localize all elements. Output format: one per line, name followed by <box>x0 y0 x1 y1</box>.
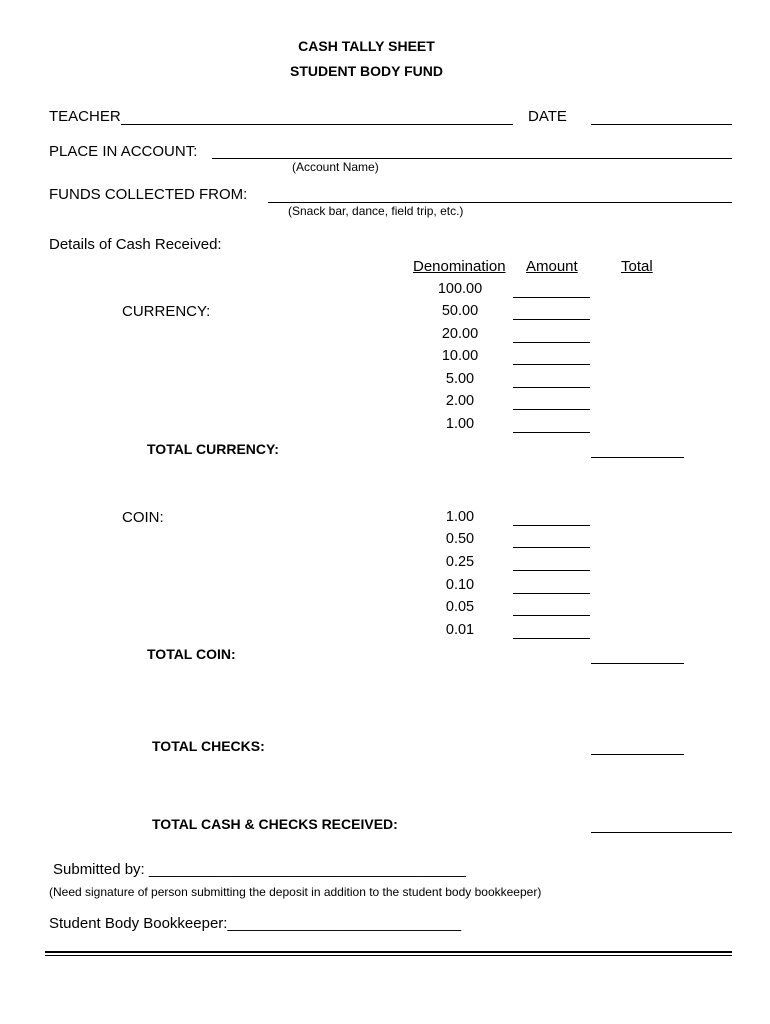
teacher-label: TEACHER <box>49 108 121 125</box>
funds-collected-label: FUNDS COLLECTED FROM: <box>49 186 248 203</box>
coin-amount-field[interactable] <box>513 570 590 571</box>
place-in-account-label: PLACE IN ACCOUNT: <box>49 143 198 160</box>
currency-denomination: 10.00 <box>441 348 479 364</box>
coin-denomination: 0.25 <box>445 554 475 570</box>
currency-denomination: 50.00 <box>441 303 479 319</box>
currency-denomination: 2.00 <box>445 393 475 409</box>
signature-note: (Need signature of person submitting the deposit in addition to the student body bookkeeper) <box>49 885 542 899</box>
teacher-field[interactable] <box>121 124 513 125</box>
coin-denomination: 0.10 <box>445 577 475 593</box>
column-header-denomination: Denomination <box>413 258 506 275</box>
currency-amount-field[interactable] <box>513 297 590 298</box>
coin-amount-field[interactable] <box>513 593 590 594</box>
total-currency-field[interactable] <box>591 457 684 458</box>
bottom-divider <box>45 951 732 953</box>
coin-denomination: 0.50 <box>445 531 475 547</box>
coin-denomination: 0.01 <box>445 622 475 638</box>
currency-denomination: 20.00 <box>441 326 479 342</box>
account-name-field[interactable] <box>212 158 732 159</box>
total-cash-checks-label: TOTAL CASH & CHECKS RECEIVED: <box>152 816 398 832</box>
date-field[interactable] <box>591 124 732 125</box>
currency-amount-field[interactable] <box>513 387 590 388</box>
currency-amount-field[interactable] <box>513 319 590 320</box>
date-label: DATE <box>528 108 567 125</box>
coin-amount-field[interactable] <box>513 615 590 616</box>
coin-amount-field[interactable] <box>513 525 590 526</box>
account-name-hint: (Account Name) <box>292 160 379 174</box>
column-header-total: Total <box>621 258 653 275</box>
bookkeeper-signature-line[interactable]: Student Body Bookkeeper:____________________________ <box>49 915 462 932</box>
form-subtitle: STUDENT BODY FUND <box>290 63 443 79</box>
currency-amount-field[interactable] <box>513 432 590 433</box>
form-title: CASH TALLY SHEET <box>298 38 435 54</box>
currency-amount-field[interactable] <box>513 409 590 410</box>
column-header-amount: Amount <box>526 258 578 275</box>
total-cash-checks-field[interactable] <box>591 832 732 833</box>
funds-source-field[interactable] <box>268 202 732 203</box>
currency-amount-field[interactable] <box>513 364 590 365</box>
total-currency-label: TOTAL CURRENCY: <box>147 441 279 457</box>
bottom-divider-secondary <box>45 955 732 956</box>
coin-denomination: 0.05 <box>445 599 475 615</box>
total-coin-field[interactable] <box>591 663 684 664</box>
coin-denomination: 1.00 <box>445 509 475 525</box>
currency-denomination: 5.00 <box>445 371 475 387</box>
total-checks-field[interactable] <box>591 754 684 755</box>
currency-denomination: 100.00 <box>437 281 483 297</box>
details-heading: Details of Cash Received: <box>49 236 222 253</box>
coin-amount-field[interactable] <box>513 547 590 548</box>
total-checks-label: TOTAL CHECKS: <box>152 738 265 754</box>
coin-label: COIN: <box>122 509 164 526</box>
funds-source-hint: (Snack bar, dance, field trip, etc.) <box>288 204 464 218</box>
currency-amount-field[interactable] <box>513 342 590 343</box>
coin-amount-field[interactable] <box>513 638 590 639</box>
currency-denomination: 1.00 <box>445 416 475 432</box>
currency-label: CURRENCY: <box>122 303 211 320</box>
total-coin-label: TOTAL COIN: <box>147 646 236 662</box>
submitted-by-line[interactable]: Submitted by: ______________________________________ <box>53 861 466 878</box>
